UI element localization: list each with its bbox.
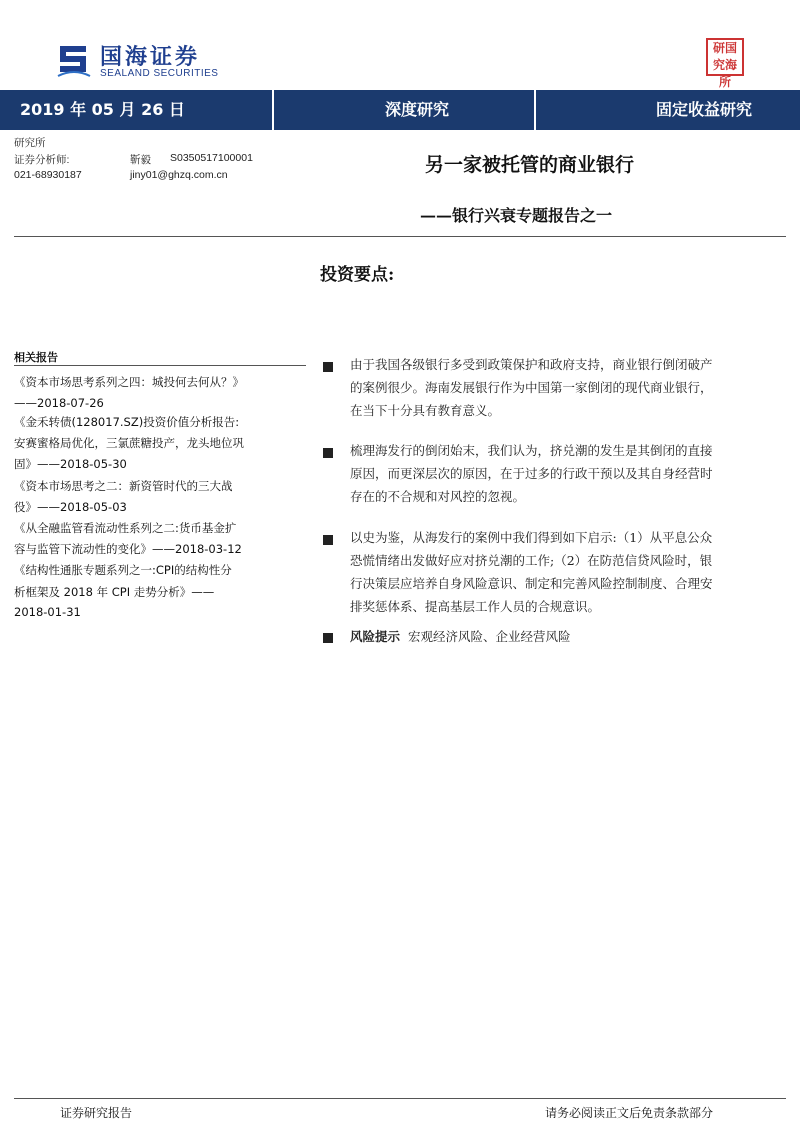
brand-name-en: SEALAND SECURITIES [100, 68, 219, 79]
bullet-line: 梳理海发行的倒闭始末，我们认为，挤兑潮的发生是其倒闭的直接 [350, 443, 713, 458]
bullet-line: 行决策层应培养自身风险意识、制定和完善风险控制制度、合理安 [350, 576, 713, 591]
bullet-line: 存在的不合规和对风控的忽视。 [350, 489, 526, 504]
bullet-line: 在当下十分具有教育意义。 [350, 403, 501, 418]
related-report-line[interactable]: 《结构性通胀专题系列之一:CPI的结构性分 [14, 563, 232, 577]
report-type: 深度研究 [385, 100, 450, 119]
analyst-phone: 021-68930187 [14, 169, 82, 181]
bullet-line: 由于我国各级银行多受到政策保护和政府支持，商业银行倒闭破产 [350, 357, 713, 372]
related-report-line: 安赛蜜格局优化，三氯蔗糖投产，龙头地位巩 [14, 436, 244, 450]
related-report-line[interactable]: 《金禾转债(128017.SZ)投资价值分析报告: [14, 415, 240, 429]
related-divider [14, 365, 306, 366]
bullet-paragraph [350, 526, 768, 618]
footer-divider [14, 1098, 786, 1099]
analyst-name: 靳毅 [130, 154, 151, 166]
analyst-dept: 研究所 [14, 137, 46, 149]
related-report-line: 2018-01-31 [14, 605, 81, 619]
header-band [0, 90, 800, 130]
sealand-logo-icon [56, 40, 92, 78]
related-report-line: 役》——2018-05-03 [14, 500, 127, 514]
key-points-title: 投资要点: [320, 265, 395, 285]
band-divider [534, 90, 536, 130]
report-subtitle: ——银行兴衰专题报告之一 [420, 206, 613, 225]
related-report-line[interactable]: 《从全融监管看流动性系列之二:货币基金扩 [14, 521, 237, 535]
square-bullet-icon [323, 633, 333, 643]
bullet-line: 恐慌情绪出发做好应对挤兑潮的工作;（2）在防范信贷风险时，银 [350, 553, 713, 568]
related-report-line: 固》——2018-05-30 [14, 457, 127, 471]
related-report-line: 容与监管下流动性的变化》——2018-03-12 [14, 542, 242, 556]
footer-left: 证券研究报告 [60, 1106, 133, 1120]
bullet-paragraph [350, 353, 768, 422]
square-bullet-icon [323, 448, 333, 458]
related-report-line: 析框架及 2018 年 CPI 走势分析》—— [14, 585, 215, 599]
bullet-paragraph [350, 439, 768, 508]
analyst-role: 证券分析师: [14, 154, 70, 166]
related-report-line[interactable]: 《资本市场思考系列之四：城投何去何从？》 [14, 375, 244, 389]
bullet-line: 的案例很少。海南发展银行作为中国第一家倒闭的现代商业银行， [350, 380, 713, 395]
risk-text: 宏观经济风险、企业经营风险 [407, 629, 571, 644]
footer-right[interactable]: 请务必阅读正文后免责条款部分 [545, 1106, 714, 1120]
risk-label: 风险提示 [350, 629, 401, 644]
title-divider [14, 236, 786, 237]
report-category: 固定收益研究 [656, 100, 753, 119]
square-bullet-icon [323, 362, 333, 372]
analyst-email[interactable]: jiny01@ghzq.com.cn [130, 169, 228, 181]
bullet-line: 以史为鉴，从海发行的案例中我们得到如下启示:（1）从平息公众 [350, 530, 713, 545]
report-date: 2019 年 05 月 26 日 [20, 100, 185, 119]
related-report-line[interactable]: 《资本市场思考之二：新资管时代的三大战 [14, 479, 233, 493]
square-bullet-icon [323, 535, 333, 545]
band-divider [272, 90, 274, 130]
related-report-line: ——2018-07-26 [14, 396, 104, 410]
analyst-license: S0350517100001 [170, 152, 253, 164]
related-reports-heading: 相关报告 [14, 351, 58, 364]
research-seal: 研国究海所 [706, 38, 744, 76]
bullet-line: 排奖惩体系、提高基层工作人员的合规意识。 [350, 599, 601, 614]
risk-note [350, 625, 768, 648]
bullet-line: 原因，而更深层次的原因，在于过多的行政干预以及其自身经营时 [350, 466, 713, 481]
report-title: 另一家被托管的商业银行 [425, 154, 635, 176]
brand-logo [56, 40, 236, 82]
brand-name-cn: 国海证券 [100, 45, 201, 70]
